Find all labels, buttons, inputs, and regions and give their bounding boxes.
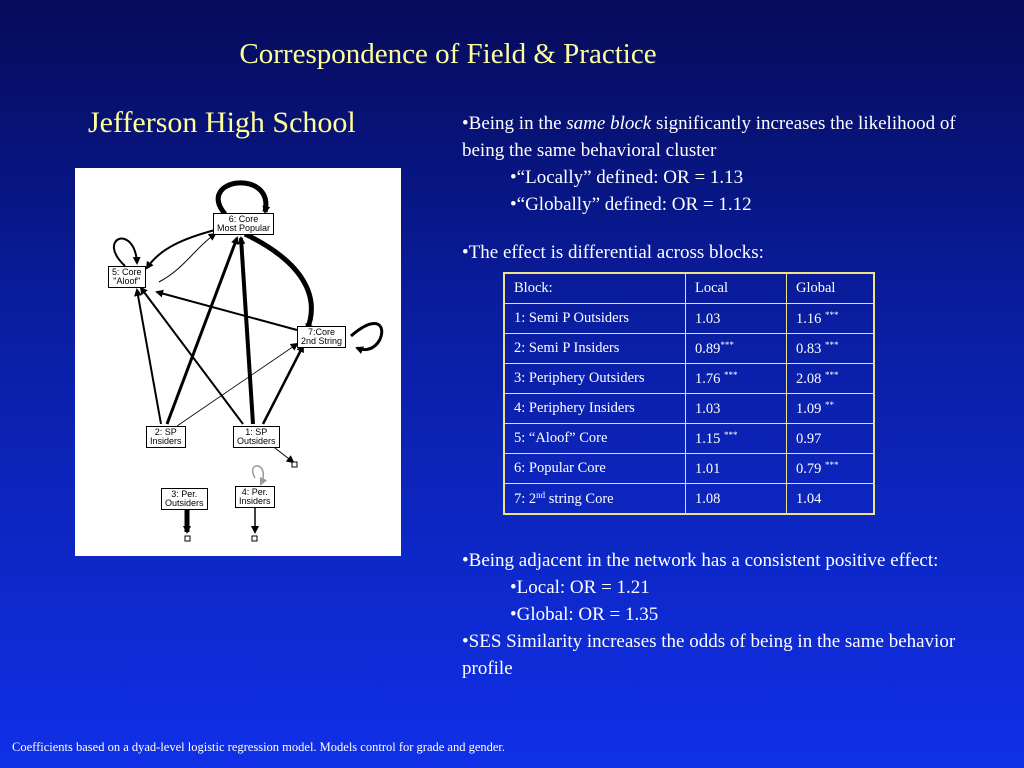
cell-global: 2.08 ***	[787, 364, 875, 394]
cell-local: 1.01	[686, 454, 787, 484]
cell-local: 1.15 ***	[686, 424, 787, 454]
node-4-per-insiders	[235, 486, 275, 508]
table-header-row	[504, 273, 874, 304]
slide-subtitle: Jefferson High School	[88, 106, 356, 139]
node-1-label-1: 1: SP	[245, 427, 268, 437]
edge-6-7	[245, 234, 311, 330]
node-4-label-1: 4: Per.	[241, 487, 268, 497]
bullet-same-block-post: significantly increases the likelihood of being the same behavioral cluster	[462, 113, 956, 161]
bullet-same-block-pre: •Being in the	[462, 113, 567, 134]
node-7-label-1: 7:Core	[308, 327, 336, 337]
edge-1-sink	[275, 448, 293, 462]
node-3-label-2: Outsiders	[165, 498, 204, 508]
bullet-local-or: •Local: OR = 1.21	[510, 577, 650, 598]
node-5-core-aloof	[108, 266, 146, 288]
node-2-label-2: Insiders	[150, 436, 182, 446]
table-row	[504, 364, 874, 394]
slide-footer: Coefficients based on a dyad-level logistic regression model. Models control for grade and gender.	[12, 740, 506, 754]
bullet-locally: •“Locally” defined: OR = 1.13	[510, 167, 744, 188]
bullets-bottom	[462, 547, 992, 682]
cell-block: 3: Periphery Outsiders	[504, 364, 686, 394]
bullet-globally: •“Globally” defined: OR = 1.12	[510, 194, 752, 215]
cell-global: 0.83 ***	[787, 334, 875, 364]
bullet-same-block	[462, 110, 992, 164]
table-row	[504, 454, 874, 484]
node-2-sp-insiders	[146, 426, 186, 448]
header-block: Block:	[504, 273, 686, 304]
header-local: Local	[686, 273, 787, 304]
cell-block: 5: “Aloof” Core	[504, 424, 686, 454]
node-3-per-outsiders	[161, 488, 208, 510]
slide-title: Correspondence of Field & Practice	[239, 38, 657, 70]
node-1-label-2: Outsiders	[237, 436, 276, 446]
sink-3	[185, 536, 190, 541]
cell-global: 0.79 ***	[787, 454, 875, 484]
bullet-global-or: •Global: OR = 1.35	[510, 604, 659, 625]
edge-7-self	[351, 324, 382, 350]
edge-1-7	[263, 346, 303, 424]
edge-5-self	[114, 239, 137, 266]
edge-1-6	[241, 238, 253, 424]
edge-1-5	[141, 288, 243, 424]
node-6-core-most-popular	[213, 213, 274, 235]
node-5-label-2: "Aloof"	[113, 276, 141, 286]
node-7-core-2nd-string	[297, 326, 346, 348]
sink-1	[292, 462, 297, 467]
table-row	[504, 424, 874, 454]
cell-block: 2: Semi P Insiders	[504, 334, 686, 364]
table-row	[504, 394, 874, 424]
bullet-differential: •The effect is differential across blocks:	[462, 242, 764, 263]
edge-6-self	[218, 183, 266, 214]
cell-global: 0.97	[787, 424, 875, 454]
cell-global: 1.09 **	[787, 394, 875, 424]
edge-5-6	[159, 234, 215, 282]
node-6-label-2: Most Popular	[217, 223, 271, 233]
edge-7-5	[157, 292, 297, 330]
cell-global: 1.16 ***	[787, 304, 875, 334]
bullet-adjacent: •Being adjacent in the network has a consistent positive effect:	[462, 550, 939, 571]
block-odds-table	[503, 272, 875, 515]
cell-global: 1.04	[787, 484, 875, 515]
cell-local: 1.08	[686, 484, 787, 515]
node-7-label-2: 2nd String	[301, 336, 343, 346]
network-diagram	[75, 168, 401, 556]
bullets-top	[462, 110, 992, 266]
edge-4-self	[253, 466, 264, 484]
cell-local: 1.03	[686, 394, 787, 424]
node-6-label-1: 6: Core	[228, 214, 259, 224]
table-row	[504, 304, 874, 334]
edge-6-5	[147, 230, 215, 268]
cell-block: 1: Semi P Outsiders	[504, 304, 686, 334]
cell-block: 4: Periphery Insiders	[504, 394, 686, 424]
cell-local: 0.89***	[686, 334, 787, 364]
edge-2-6	[167, 238, 237, 424]
table-row	[504, 334, 874, 364]
cell-block: 6: Popular Core	[504, 454, 686, 484]
cell-local: 1.76 ***	[686, 364, 787, 394]
bullet-ses: •SES Similarity increases the odds of being in the same behavior profile	[462, 631, 956, 679]
bullet-same-block-em: same block	[566, 113, 652, 134]
node-1-sp-outsiders	[233, 426, 280, 448]
sink-4	[252, 536, 257, 541]
header-global: Global	[787, 273, 875, 304]
node-2-label-1: 2: SP	[154, 427, 177, 437]
table-row	[504, 484, 874, 515]
node-3-label-1: 3: Per.	[171, 489, 198, 499]
cell-block: 7: 2nd string Core	[504, 484, 686, 515]
edge-2-7	[177, 344, 297, 426]
cell-local: 1.03	[686, 304, 787, 334]
node-5-label-1: 5: Core	[112, 267, 142, 277]
node-4-label-2: Insiders	[239, 496, 271, 506]
